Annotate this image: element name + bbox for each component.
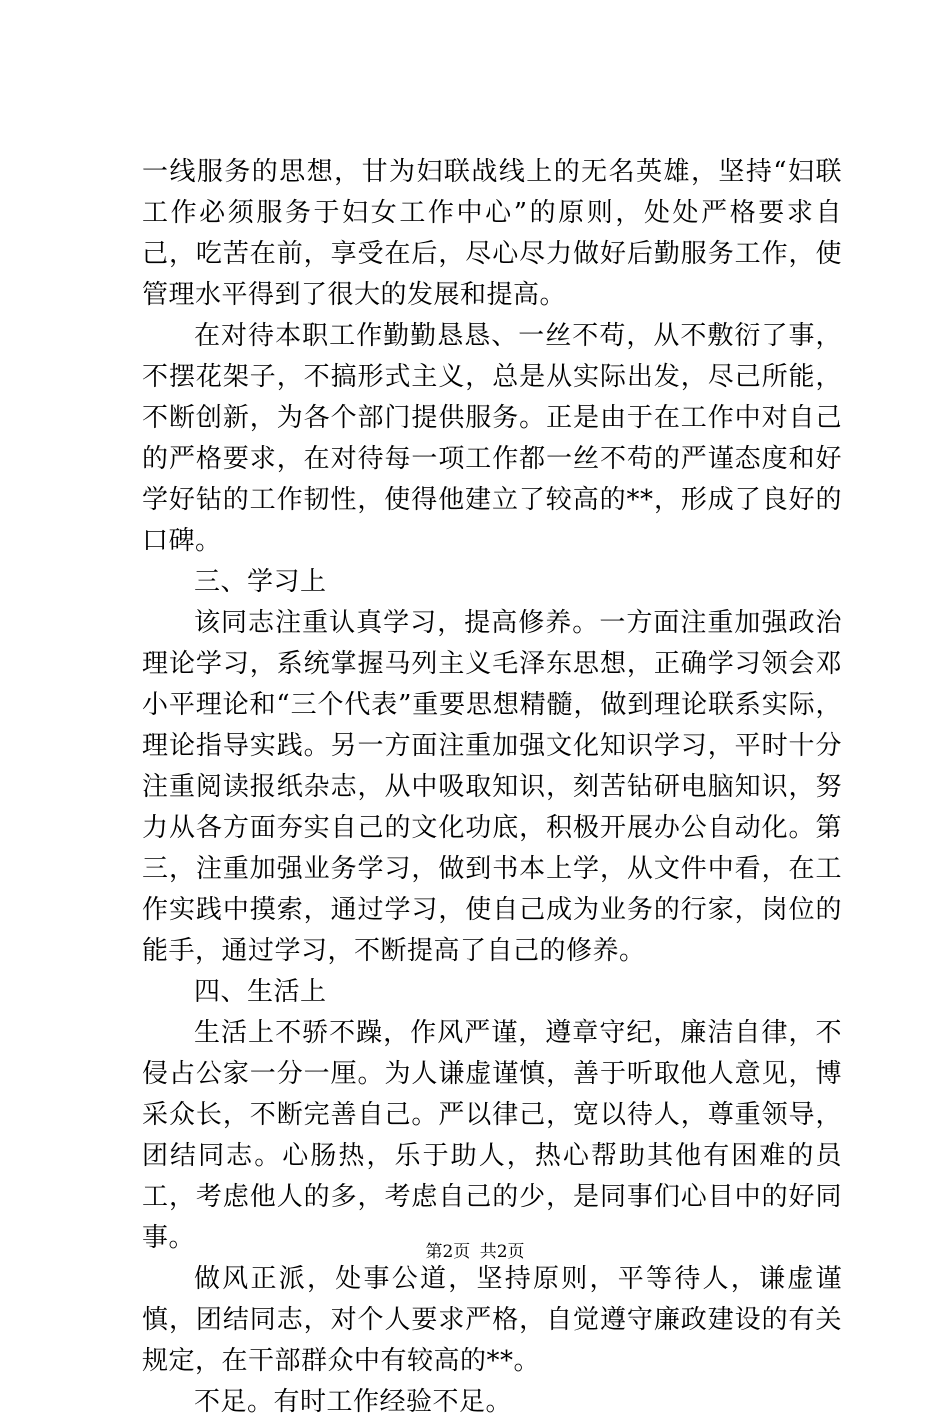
paragraph-2: 在对待本职工作勤勤恳恳、一丝不苟，从不敷衍了事，不摆花架子，不搞形式主义，总是从实际出发，尽己所能，不断创新，为各个部门提供服务。正是由于在工作中对自己的严格要求，在对待每一项工作都一丝不苟的严谨态度和好学好钻的工作韧性，使得他建立了较高的**，形成了良好的口碑。 — [142, 321, 842, 556]
page-total: 共2页 — [479, 1242, 525, 1262]
section-heading-life: 四、生活上 — [194, 977, 327, 1007]
paragraph-conduct: 做风正派，处事公道，坚持原则，平等待人，谦虚谨慎，团结同志，对个人要求严格，自觉遵守廉政建设的有关规定，在干部群众中有较高的**。 — [142, 1264, 842, 1376]
section-heading-study: 三、学习上 — [194, 567, 327, 597]
page-footer — [0, 1241, 950, 1263]
paragraph-study: 该同志注重认真学习，提高修养。一方面注重加强政治理论学习，系统掌握马列主义毛泽东思想，正确学习领会邓小平理论和“三个代表”重要思想精髓，做到理论联系实际，理论指导实践。另一方面注重加强文化知识学习，平时十分注重阅读报纸杂志，从中吸取知识，刻苦钻研电脑知识，努力从各方面夯实自己的文化功底，积极开展办公自动化。第三，注重加强业务学习，做到书本上学，从文件中看，在工作实践中摸索，通过学习，使自己成为业务的行家，岗位的能手，通过学习，不断提高了自己的修养。 — [142, 608, 842, 966]
page-number: 第2页 — [425, 1242, 471, 1262]
document-body — [142, 152, 842, 1423]
paragraph-life: 生活上不骄不躁，作风严谨，遵章守纪，廉洁自律，不侵占公家一分一厘。为人谦虚谨慎，善于听取他人意见，博采众长，不断完善自己。严以律己，宽以待人，尊重领导，团结同志。心肠热，乐于助人，热心帮助其他有困难的员工，考虑他人的多，考虑自己的少，是同事们心目中的好同事。 — [142, 1018, 842, 1253]
paragraph-1: 一线服务的思想，甘为妇联战线上的无名英雄，坚持“妇联工作必须服务于妇女工作中心”的原则，处处严格要求自己，吃苦在前，享受在后，尽心尽力做好后勤服务工作，使管理水平得到了很大的发展和提高。 — [142, 157, 842, 310]
paragraph-shortcoming: 不足。有时工作经验不足。 — [194, 1387, 513, 1417]
